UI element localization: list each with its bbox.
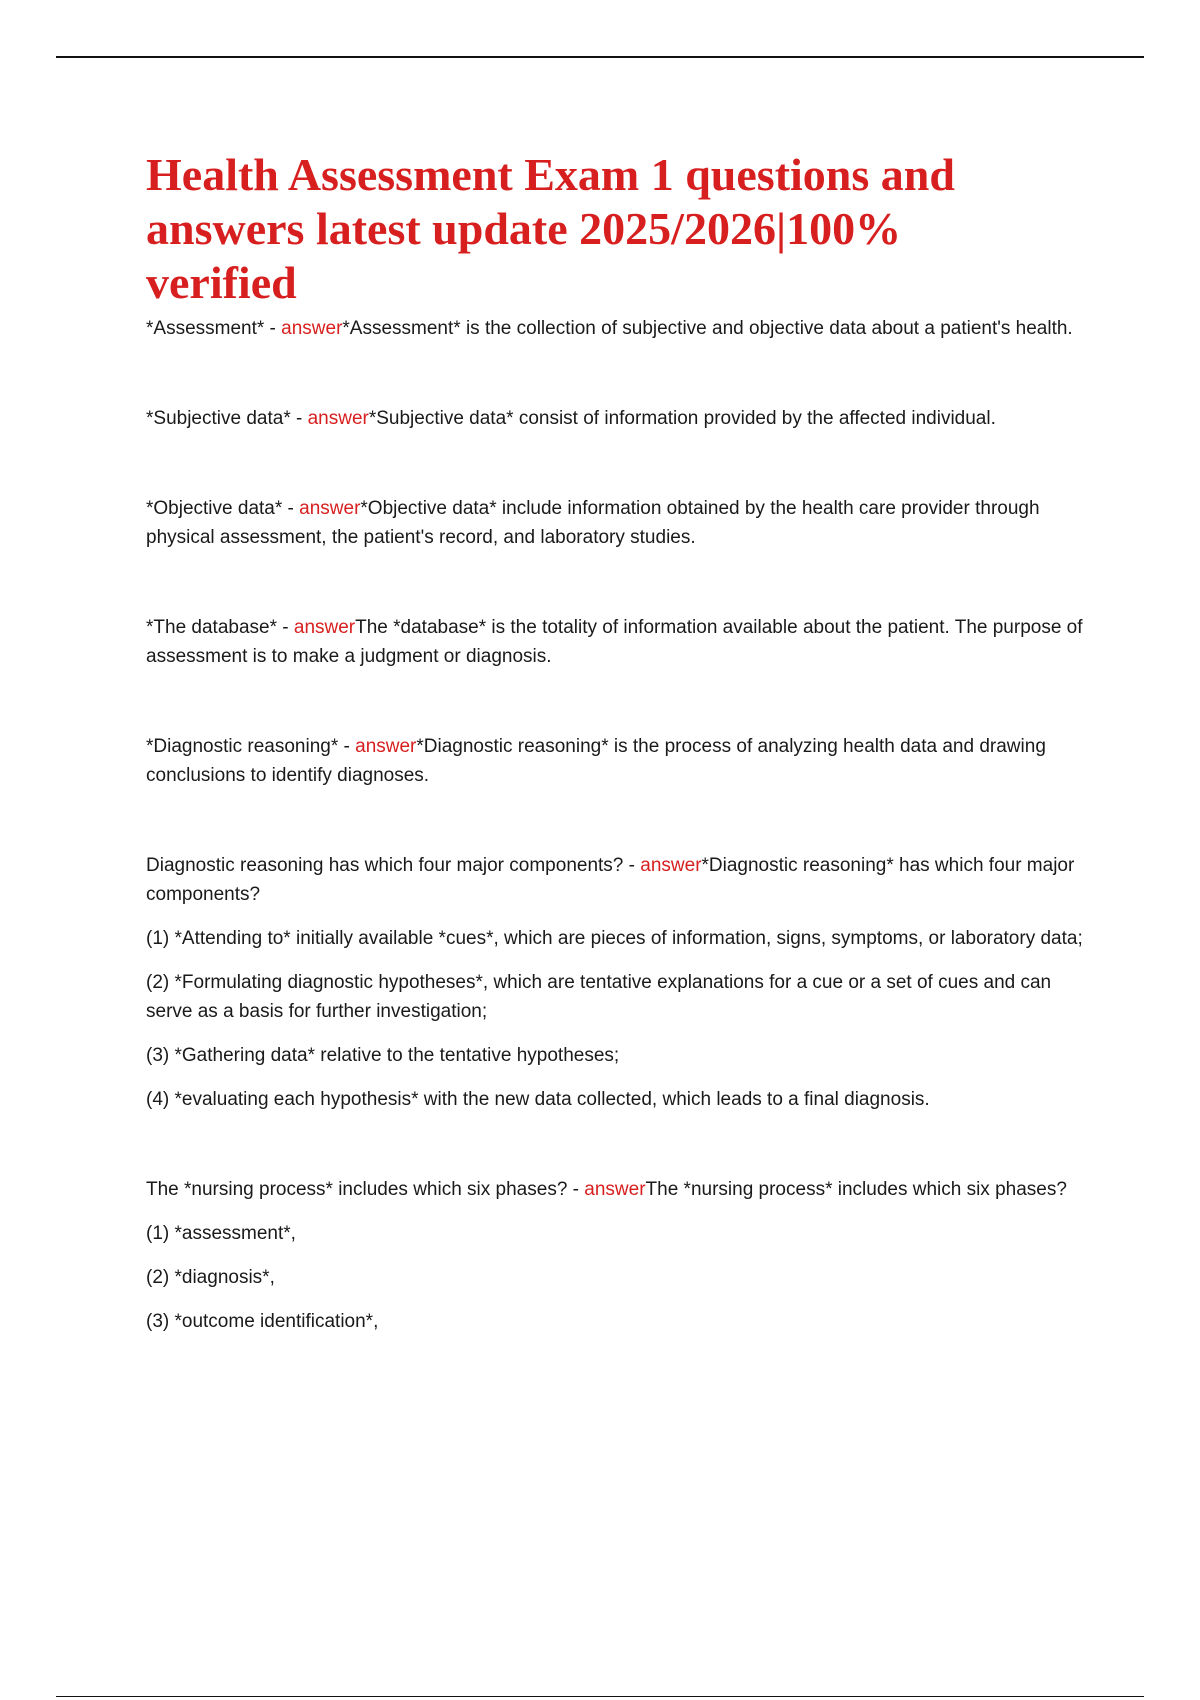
qa-entry bbox=[146, 314, 1096, 343]
answer-tag: answer bbox=[281, 318, 343, 339]
list-item: (4) *evaluating each hypothesis* with the new data collected, which leads to a final diagnosis. bbox=[146, 1089, 930, 1110]
answer-tag: answer bbox=[640, 855, 702, 876]
answer-text: *Assessment* is the collection of subjective and objective data about a patient's health. bbox=[342, 318, 1073, 339]
answer-tag: answer bbox=[299, 498, 361, 519]
question-text: *The database* - bbox=[146, 617, 294, 638]
answer-text: The *database* is the totality of information available about the patient. The purpose of assessment is to make a judgment or diagnosis. bbox=[146, 617, 1083, 667]
qa-entry bbox=[146, 732, 1096, 790]
question-text: The *nursing process* includes which six phases? - bbox=[146, 1179, 585, 1200]
list-item: (3) *outcome identification*, bbox=[146, 1311, 379, 1332]
answer-tag: answer bbox=[293, 617, 356, 638]
list-item: (1) *assessment*, bbox=[146, 1223, 296, 1244]
list-item: (3) *Gathering data* relative to the tentative hypotheses; bbox=[146, 1045, 620, 1066]
answer-text: *Diagnostic reasoning* is the process of analyzing health data and drawing conclusions to identify diagnoses. bbox=[146, 736, 1046, 786]
qa-entry bbox=[146, 1175, 1096, 1204]
answer-text: The *nursing process* includes which six phases? bbox=[645, 1179, 1067, 1200]
qa-entry bbox=[146, 404, 1096, 433]
footer-rule bbox=[56, 1696, 1144, 1697]
question-text: Diagnostic reasoning has which four major components? - bbox=[146, 855, 641, 876]
qa-entry bbox=[146, 851, 1096, 909]
question-text: *Objective data* - bbox=[146, 498, 300, 519]
header-rule bbox=[56, 56, 1144, 58]
document-body bbox=[146, 148, 1096, 1336]
answer-text: *Objective data* include information obtained by the health care provider through physical assessment, the patient's record, and laboratory studies. bbox=[146, 498, 1040, 548]
list-item: (2) *diagnosis*, bbox=[146, 1267, 275, 1288]
answer-tag: answer bbox=[355, 736, 417, 757]
list-item: (1) *Attending to* initially available *cues*, which are pieces of information, signs, symptoms, or laboratory data; bbox=[146, 928, 1083, 949]
qa-entry bbox=[146, 494, 1096, 552]
answer-tag: answer bbox=[307, 408, 369, 429]
answer-text: *Subjective data* consist of information provided by the affected individual. bbox=[368, 408, 996, 429]
qa-entry bbox=[146, 613, 1096, 671]
list-item: (2) *Formulating diagnostic hypotheses*, which are tentative explanations for a cue or a set of cues and can serve as a basis for further investigation; bbox=[146, 972, 1052, 1022]
question-text: *Subjective data* - bbox=[146, 408, 308, 429]
answer-text: *Diagnostic reasoning* has which four major components? bbox=[146, 855, 1075, 905]
question-text: *Diagnostic reasoning* - bbox=[146, 736, 356, 757]
answer-tag: answer bbox=[584, 1179, 646, 1200]
document-title: Health Assessment Exam 1 questions and answers latest update 2025/2026|100% verified bbox=[146, 149, 955, 308]
question-text: *Assessment* - bbox=[146, 318, 282, 339]
